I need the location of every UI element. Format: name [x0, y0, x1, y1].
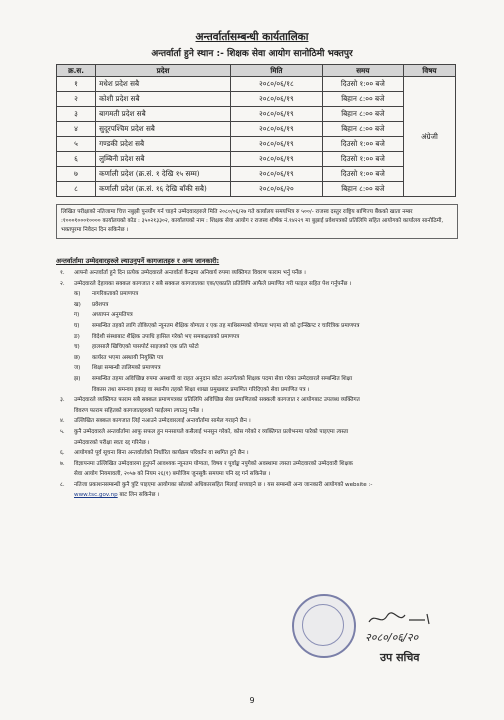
- cell-date: २०८०/०६/१९: [230, 167, 322, 182]
- sub-item: [60, 332, 456, 343]
- list-item: [60, 448, 456, 459]
- table-row: [57, 152, 456, 167]
- cell-date: २०८०/०६/२०: [230, 182, 322, 197]
- page-title: अन्तर्वार्तासम्बन्धी कार्यतालिका: [195, 31, 309, 43]
- table-row: [57, 137, 456, 152]
- item-number: ३.: [60, 397, 65, 404]
- sub-item-text: विकास तथा समन्वय इकाइ वा स्थानीय तहको शिक्षा शाखा प्रमुखबाट प्रमाणित गरिदिएको सेवा प्रमाणित पत्र ।: [92, 386, 310, 393]
- item-number: ५.: [60, 428, 65, 435]
- table-row: [57, 77, 456, 92]
- cell-date: २०८०/०६/१९: [230, 92, 322, 107]
- cell-region: मधेश प्रदेश सबै: [96, 77, 231, 92]
- header-sn: क्र.स.: [57, 65, 96, 77]
- sub-item: [60, 342, 456, 353]
- cell-sn: १: [57, 77, 96, 92]
- page-number: 9: [249, 696, 255, 705]
- list-item: [60, 427, 456, 438]
- header-region: प्रदेश: [96, 65, 231, 77]
- sub-item: [60, 321, 456, 332]
- sub-item-text: सम्बन्धित तहको लागि तोकिएको न्यूनतम शैक्षिक योग्यता र एक तह माथिसम्मको योग्यता भएमा सो को ट्रान्स्क्रिप्ट र चारित्रिक प्रमाणपत्र: [92, 322, 360, 329]
- sub-item-text: प्रवेशपत्र: [92, 301, 109, 308]
- handwritten-signature: [365, 610, 455, 628]
- item-text: विज्ञापनमा उल्लिखित उम्मेदवारमा हुनुपर्ने आवश्यक न्यूनतम योग्यता, विषय र पूर्वाङ्क नपुगेको अवस्थामा त्यस्ता उम्मेदवारको उम्मेदवारी शिक्षक: [74, 460, 353, 467]
- list-item-continuation: [60, 406, 456, 417]
- sub-item: [60, 310, 456, 321]
- cell-time: बिहान ८:०० बजे: [322, 182, 403, 197]
- list-item: [60, 480, 456, 491]
- item-number: [60, 406, 74, 417]
- list-item: [60, 395, 456, 406]
- cell-sn: ३: [57, 107, 96, 122]
- cell-date: २०८०/०६/१९: [230, 137, 322, 152]
- item-number: [60, 438, 74, 449]
- schedule-table: [56, 64, 456, 197]
- sub-item-text: नागरिकताको प्रमाणपत्र: [92, 291, 139, 298]
- cell-region: कर्णाली प्रदेश (क्र.सं. १ देखि १५ सम्म): [96, 167, 231, 182]
- item-number: ६.: [60, 450, 65, 457]
- item-text: सेवा आयोग नियमावली, २०५७ को नियम २६(१) बमोजिम जुनसुकै समयमा पनि रद्द गर्न सकिनेछ ।: [74, 471, 271, 478]
- sub-item-letter: ङ): [74, 333, 80, 340]
- sub-item-letter: छ): [74, 354, 81, 361]
- sub-item: [60, 300, 456, 311]
- website-suffix: बाट लिन सकिनेछ ।: [119, 492, 160, 499]
- list-item-continuation: [60, 438, 456, 449]
- cell-sn: ६: [57, 152, 96, 167]
- cell-region: लुम्बिनी प्रदेश सबै: [96, 152, 231, 167]
- sub-item-text: विदेशी संस्थाबाट शैक्षिक उपाधि हासिल गरेको भए समकक्षताको प्रमाणपत्र: [92, 333, 240, 340]
- item-text: उम्मेदवारले व्यक्तिगत फाराम सबै सक्कल प्रमाणपत्रका प्रतिलिपि अविच्छिन्न सेवा प्रमाणितको सक्कली कागजात र आयोगबाट उपलब्ध व्यक्तिगत: [74, 397, 360, 404]
- item-text: उल्लिखित सक्कल कागजात लिई नआउने उम्मेदवारलाई अन्तर्वार्तामा सामेल गराइने छैन ।: [74, 418, 251, 425]
- item-text: आफ्नो अन्तर्वार्ता हुने दिन प्रत्येक उम्मेदवारले अन्तर्वार्ता कैन्द्रमा अनिवार्य रुपमा व्यक्तिगत विवरण फाराम भर्नु पर्नेछ ।: [74, 270, 306, 276]
- table-row: [57, 107, 456, 122]
- item-text: विवरण फाराम सहितको कागजातहरुको फाईलमा ल्याउनु पर्नेछ ।: [74, 407, 204, 414]
- item-number: २.: [60, 280, 65, 287]
- item-number: [60, 469, 74, 480]
- sub-item-letter: झ): [74, 375, 81, 382]
- sub-item-letter: ख): [74, 301, 81, 308]
- sub-item-text: शिक्षा सम्बन्धी तालिमको प्रमाणपत्र: [92, 365, 161, 372]
- cell-sn: ८: [57, 182, 96, 197]
- sub-item-text: कार्यरत भएमा अस्थायी नियुक्ति पत्र: [92, 354, 164, 361]
- table-row: [57, 182, 456, 197]
- website-line: [60, 490, 456, 501]
- item-text: आयोगको पूर्व सूचना बिना अन्तर्वार्ताको निर्धारित कार्यक्रम परिवर्तन वा स्थगित हुने छैन ।: [74, 450, 249, 457]
- table-row: [57, 167, 456, 182]
- cell-subject: अंग्रेजी: [403, 77, 455, 197]
- header-subject: विषय: [403, 65, 455, 77]
- sub-item-letter: [74, 385, 92, 396]
- sub-item-letter: ज): [74, 365, 81, 372]
- sub-item-text: हालसालै खिचिएको पासपोर्ट साइजको एक प्रति फोटो: [92, 344, 199, 351]
- sub-item-text: सम्बन्धित तहमा अविच्छिन्न रुपमा अस्थायी वा राहत अनुदान कोटा अन्तर्गतको शिक्षक पदमा सेवा गरेका उम्मेदवारले सम्बन्धित शिक्षा: [92, 375, 353, 382]
- cell-sn: २: [57, 92, 96, 107]
- item-number: ७.: [60, 460, 65, 467]
- instructions-list: [60, 268, 456, 501]
- item-number: ८.: [60, 481, 65, 488]
- item-number: ४.: [60, 418, 65, 425]
- cell-date: २०८०/०६/१९: [230, 122, 322, 137]
- office-seal: [292, 594, 356, 658]
- rechecking-notice: लिखित परीक्षाको नतिजामा चित्त नबुझी पुनर्योग गर्न चाहने उम्मेदवारहरुले मिति २०८०/०६/२७ गते कार्यालय समयभित्र रु ५००/- राजस्व दस्तुर राष्ट्रिय बाणिज्य बैंकको खाता नम्बर :१०००१०००१०००० कार्यालयको कोड : ३५०२१३३०२, कार्यालयको नाम : शिक्षक सेवा आयोग र राजस्व शीर्षक नं.१४२२९ मा बुझाई प्रवेशपत्रको प्रतिलिपि सहित आयोगको कार्यालय सानोठिमी, भक्तपुरमा निवेदन दिन सकिनेछ ।: [56, 204, 458, 239]
- cell-date: २०८०/०६/१८: [230, 77, 322, 92]
- cell-region: बागमती प्रदेश सबै: [96, 107, 231, 122]
- cell-time: दिउसो १:०० बजे: [322, 152, 403, 167]
- sub-item-letter: क): [74, 291, 81, 298]
- interview-venue: अन्तर्वार्ता हुने स्थान :- शिक्षक सेवा आयोग सानोठिमी भक्तपुर: [151, 49, 353, 59]
- item-number: १.: [60, 270, 65, 276]
- header-date: मिति: [230, 65, 322, 77]
- cell-date: २०८०/०६/१९: [230, 152, 322, 167]
- sub-item: [60, 353, 456, 364]
- cell-time: बिहान ८:०० बजे: [322, 122, 403, 137]
- item-text: उम्मेदवारले देहायका सक्कल कागजात र सबै सक्कल कागजातका एक/एकप्रति प्रतिलिपि आफैले प्रमाणित गरी फाइल सहित पेश गर्नुपर्नेछ ।: [74, 280, 352, 287]
- cell-sn: ५: [57, 137, 96, 152]
- table-row: [57, 92, 456, 107]
- sub-item-letter: ग): [74, 312, 80, 319]
- table-row: [57, 122, 456, 137]
- sub-item-text: अध्यापन अनुमतिपत्र: [92, 312, 133, 319]
- cell-time: बिहान ८:०० बजे: [322, 107, 403, 122]
- cell-sn: ७: [57, 167, 96, 182]
- sub-item: [60, 363, 456, 374]
- sub-item-letter: च): [74, 344, 80, 351]
- list-item: [60, 459, 456, 470]
- list-item: [60, 279, 456, 290]
- cell-region: गण्डकी प्रदेश सबै: [96, 137, 231, 152]
- cell-region: कर्णाली प्रदेश (क्र.सं. १६ देखि बाँकी सबै): [96, 182, 231, 197]
- cell-region: सुदूरपश्चिम प्रदेश सबै: [96, 122, 231, 137]
- cell-sn: ४: [57, 122, 96, 137]
- item-text: नतिजा प्रकाशनसम्बन्धी कुनै त्रुटि पाइएमा आयोगका स्रोतको अधिकारसहित मिलाई सच्याइने छ । यस सम्बन्धी अन्य जानकारी आयोगको website :-: [74, 481, 373, 488]
- sub-item-letter: घ): [74, 322, 80, 329]
- item-text: उम्मेदवारको परीक्षा स्वतः रद्द गरिनेछ ।: [74, 439, 150, 446]
- cell-time: दिउसो १:०० बजे: [322, 77, 403, 92]
- sub-item: [60, 289, 456, 300]
- cell-time: दिउसो १:०० बजे: [322, 137, 403, 152]
- cell-time: बिहान ८:०० बजे: [322, 92, 403, 107]
- list-item-continuation: [60, 469, 456, 480]
- website-link[interactable]: www.tsc.gov.np: [74, 492, 118, 499]
- cell-time: दिउसो १:०० बजे: [322, 167, 403, 182]
- sub-item-continuation: [60, 385, 456, 396]
- cell-date: २०८०/०६/१९: [230, 107, 322, 122]
- table-header-row: [57, 65, 456, 77]
- list-item: [60, 416, 456, 427]
- cell-region: कोशी प्रदेश सबै: [96, 92, 231, 107]
- header-time: समय: [322, 65, 403, 77]
- list-item: [60, 268, 456, 279]
- sub-item: [60, 374, 456, 385]
- section-heading: अन्तर्वार्तामा उम्मेदवारहरुले ल्याउनुपर्ने कागजातहरु र अन्य जानकारी:: [56, 257, 220, 265]
- item-text: कुनै उम्मेदवारले अन्तर्वार्तामा आफू सफल हुन मनसायले कसैलाई भनसुन गरेको, कोस गरेको र व्यक्तिगत प्रलोभनमा पारेको पाइएमा त्यस्ता: [74, 428, 349, 435]
- signatory-title: उप सचिव: [380, 651, 420, 664]
- signature-date: २०८०/०६/२०: [365, 631, 419, 644]
